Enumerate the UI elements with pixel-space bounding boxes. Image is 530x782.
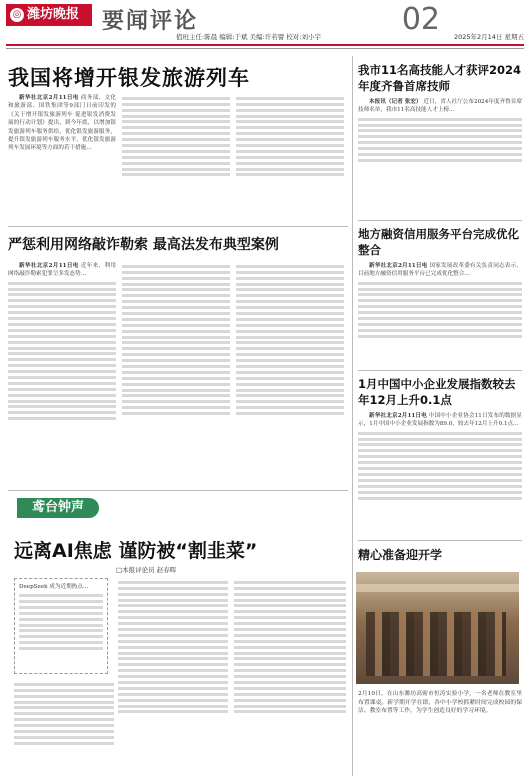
right1-body — [358, 98, 522, 190]
fraud-article-col1 — [8, 262, 116, 482]
editor-info-line — [176, 32, 524, 41]
fraud-article-col2 — [122, 262, 230, 482]
right2-body — [358, 262, 522, 374]
column-divider — [352, 56, 353, 776]
divider-right2 — [358, 370, 522, 371]
fraud-article-lead-text: 近年来，利用网络敲诈勒索犯罪呈多发态势... — [8, 263, 116, 278]
commentary-col3 — [234, 578, 346, 776]
right4-headline: 精心准备迎开学 — [358, 548, 443, 562]
logo-text: 潍坊晚报 — [27, 7, 80, 22]
page-number: 02 — [401, 2, 440, 37]
logo-emblem-icon: ◎ — [10, 8, 24, 22]
photo-figures — [366, 612, 506, 676]
commentary-byline: □本报评论员 赵春晖 — [116, 566, 177, 574]
header-rule — [6, 44, 524, 46]
main-headline: 我国将增开银发旅游列车 — [8, 66, 250, 90]
right3-lead-text: 中国中小企业协会11日发布的数据显示，1月中国中小企业发展指数为89.0，较去年12月上升0.1点... — [358, 413, 522, 428]
commentary-headline: 远离AI焦虑 谨防被“割韭菜” — [14, 540, 258, 562]
divider-main — [8, 226, 348, 227]
photo-caption: 2月10日，在山东潍坊高密市恒涛实验小学，一名老师在教室里布置课桌。新学期开学在即，各中小学校抓紧时间完成校园的保洁、教室布置等工作，为学生创造良好的学习环境。 — [358, 691, 522, 715]
right2-lead-text: 国家发展改革委有关负责同志表示，目前地方融资信用服务平台已完成优化整合... — [358, 263, 522, 278]
main-article-col1 — [8, 94, 116, 218]
commentary-col2 — [118, 578, 228, 776]
commentary-col1 — [14, 680, 114, 776]
school-photo — [356, 572, 519, 684]
column-banner: 鸢台钟声 — [17, 498, 99, 518]
main-article-col3 — [236, 94, 344, 218]
issue-date: 2025年2月14日 星期五 — [453, 33, 524, 41]
divider-right1 — [358, 220, 522, 221]
right1-headline: 我市11名高技能人才获评2024年度齐鲁首席技师 — [358, 63, 522, 93]
fraud-headline: 严惩利用网络敲诈勒索 最高法发布典型案例 — [8, 237, 279, 253]
photo-wall-band — [356, 584, 519, 592]
main-article-lead-text: 商务部、文化和旅游部、国铁集团等9部门日前印发的《关于增开银发旅游列车 促进银发消费发展的行动计划》提出，到今年底，以增加银发旅游列车服务供给，优化银发旅游服务，提升银发旅游列车服务水平，优化银发旅游列车发展环境等方面的若干措施... — [8, 95, 116, 152]
divider-fraud — [8, 490, 348, 491]
newspaper-logo — [6, 4, 92, 26]
right3-body — [358, 412, 522, 530]
divider-right3 — [358, 540, 522, 541]
right3-dateline: 新华社北京2月11日电 — [369, 413, 427, 419]
main-dateline: 新华社北京2月11日电 — [19, 95, 79, 101]
right1-dateline: 本报讯（记者 张宏） — [369, 99, 422, 105]
editor-info: 值班主任:陈晨 编辑:于斌 美编:许若譬 校对:刘小宇 — [176, 33, 321, 41]
right2-headline: 地方融资信用服务平台完成优化整合 — [358, 227, 519, 257]
right1-lead-text: 近日，省人社厅公布2024年度齐鲁首席技师名单，我市11名高技能人才上榜... — [358, 99, 522, 114]
right3-headline: 1月中国中小企业发展指数较去年12月上升0.1点 — [358, 377, 516, 407]
fraud-article-col3 — [236, 262, 344, 482]
fraud-dateline: 新华社北京2月11日电 — [19, 263, 79, 269]
main-article-col2 — [122, 94, 230, 218]
commentary-pull-quote — [14, 578, 108, 674]
header-rule-thin — [6, 48, 524, 49]
right2-dateline: 新华社北京2月11日电 — [369, 263, 428, 269]
section-title: 要闻评论 — [102, 9, 199, 34]
masthead — [6, 4, 524, 44]
pull-quote-text: DeepSeek 成为近期热点... — [19, 584, 89, 590]
